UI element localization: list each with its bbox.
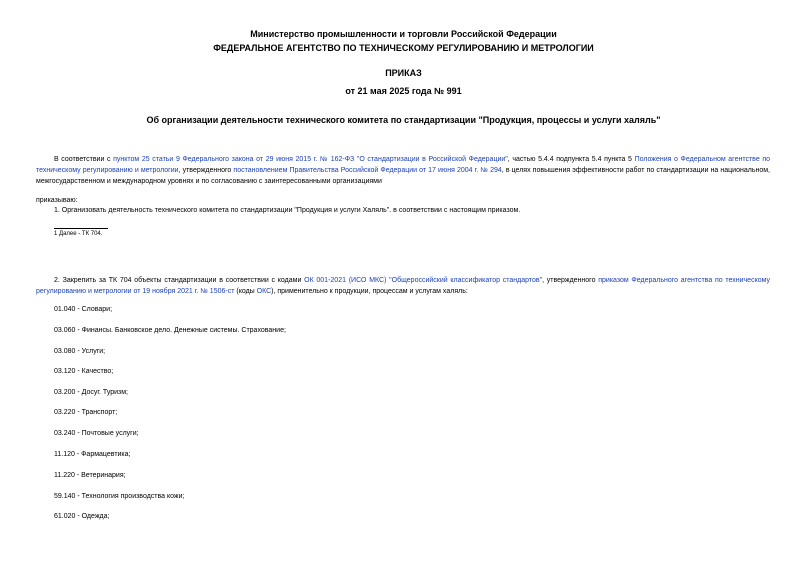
document-date-number: от 21 мая 2025 года № 991 bbox=[345, 86, 462, 96]
oks-code-item: 03.200 - Досуг. Туризм; bbox=[54, 389, 129, 396]
oks-code-item: 03.080 - Услуги; bbox=[54, 348, 106, 355]
footnote: 1 Далее - ТК 704. bbox=[54, 231, 103, 237]
oks-code-item: 03.120 - Качество; bbox=[54, 368, 114, 375]
oks-code-item: 59.140 - Технология производства кожи; bbox=[54, 493, 185, 500]
document-type: ПРИКАЗ bbox=[385, 68, 422, 78]
link-agency-regulation[interactable]: Положения о Федеральном агентстве по техническому регулированию и метрологии bbox=[36, 156, 770, 174]
link-ok-001-2021[interactable]: ОК 001-2021 (ИСО МКС) "Общероссийский классификатор стандартов" bbox=[304, 277, 543, 284]
agency-name: ФЕДЕРАЛЬНОЕ АГЕНТСТВО ПО ТЕХНИЧЕСКОМУ РЕГУЛИРОВАНИЮ И МЕТРОЛОГИИ bbox=[213, 43, 594, 53]
oks-code-item: 61.020 - Одежда; bbox=[54, 513, 110, 520]
oks-code-item: 03.240 - Почтовые услуги; bbox=[54, 430, 139, 437]
item2-text-3: (коды bbox=[234, 288, 257, 295]
oks-code-item: 01.040 - Словари; bbox=[54, 306, 113, 313]
link-law-162-fz[interactable]: пунктом 25 статьи 9 Федерального закона от 29 июня 2015 г. № 162-ФЗ "О стандартизации в Российской Федерации" bbox=[113, 156, 508, 163]
oks-code-item: 03.060 - Финансы. Банковское дело. Денежные системы. Страхование; bbox=[54, 327, 286, 334]
link-order-1506-st[interactable]: приказом Федерального агентства по техническому регулированию и метрологии от 19 ноября 2021 г. № 1506-ст bbox=[36, 277, 770, 295]
item2-text-1: 2. Закрепить за ТК 704 объекты стандартизации в соответствии с кодами bbox=[54, 277, 305, 284]
link-government-resolution-294[interactable]: постановлением Правительства Российской Федерации от 17 июня 2004 г. № 294 bbox=[233, 167, 502, 174]
footnote-divider bbox=[54, 228, 108, 229]
preamble-text-2: , частью 5.4.4 подпункта 5.4 пункта 5 bbox=[507, 156, 635, 163]
order-word: приказываю: bbox=[36, 197, 78, 204]
order-item-1: 1. Организовать деятельность технического комитета по стандартизации "Продукция и услуги Халяль". в соответствии с настоящим приказом. bbox=[54, 207, 521, 214]
item2-text-4: ), применительно к продукции, процессам и услугам халяль: bbox=[271, 288, 468, 295]
preamble-paragraph bbox=[36, 154, 770, 187]
item2-text-2: , утвержденного bbox=[542, 277, 599, 284]
link-oks[interactable]: ОКС bbox=[256, 288, 272, 295]
oks-code-item: 03.220 - Транспорт; bbox=[54, 409, 118, 416]
document-title: Об организации деятельности технического комитета по стандартизации "Продукция, процессы и услуги халяль" bbox=[146, 115, 661, 125]
preamble-text-4: , в целях повышения эффективности работ по стандартизации на национальном, межгосударственном и международном уровнях и по согласованию с заинтересованными организациями bbox=[36, 167, 770, 185]
order-item-2 bbox=[36, 275, 770, 297]
preamble-text-3: , утвержденного bbox=[178, 167, 234, 174]
ministry-name: Министерство промышленности и торговли Российской Федерации bbox=[250, 29, 557, 39]
oks-code-item: 11.220 - Ветеринария; bbox=[54, 472, 126, 479]
preamble-text-1: В соответствии с bbox=[54, 156, 114, 163]
oks-code-item: 11.120 - Фармацевтика; bbox=[54, 451, 131, 458]
